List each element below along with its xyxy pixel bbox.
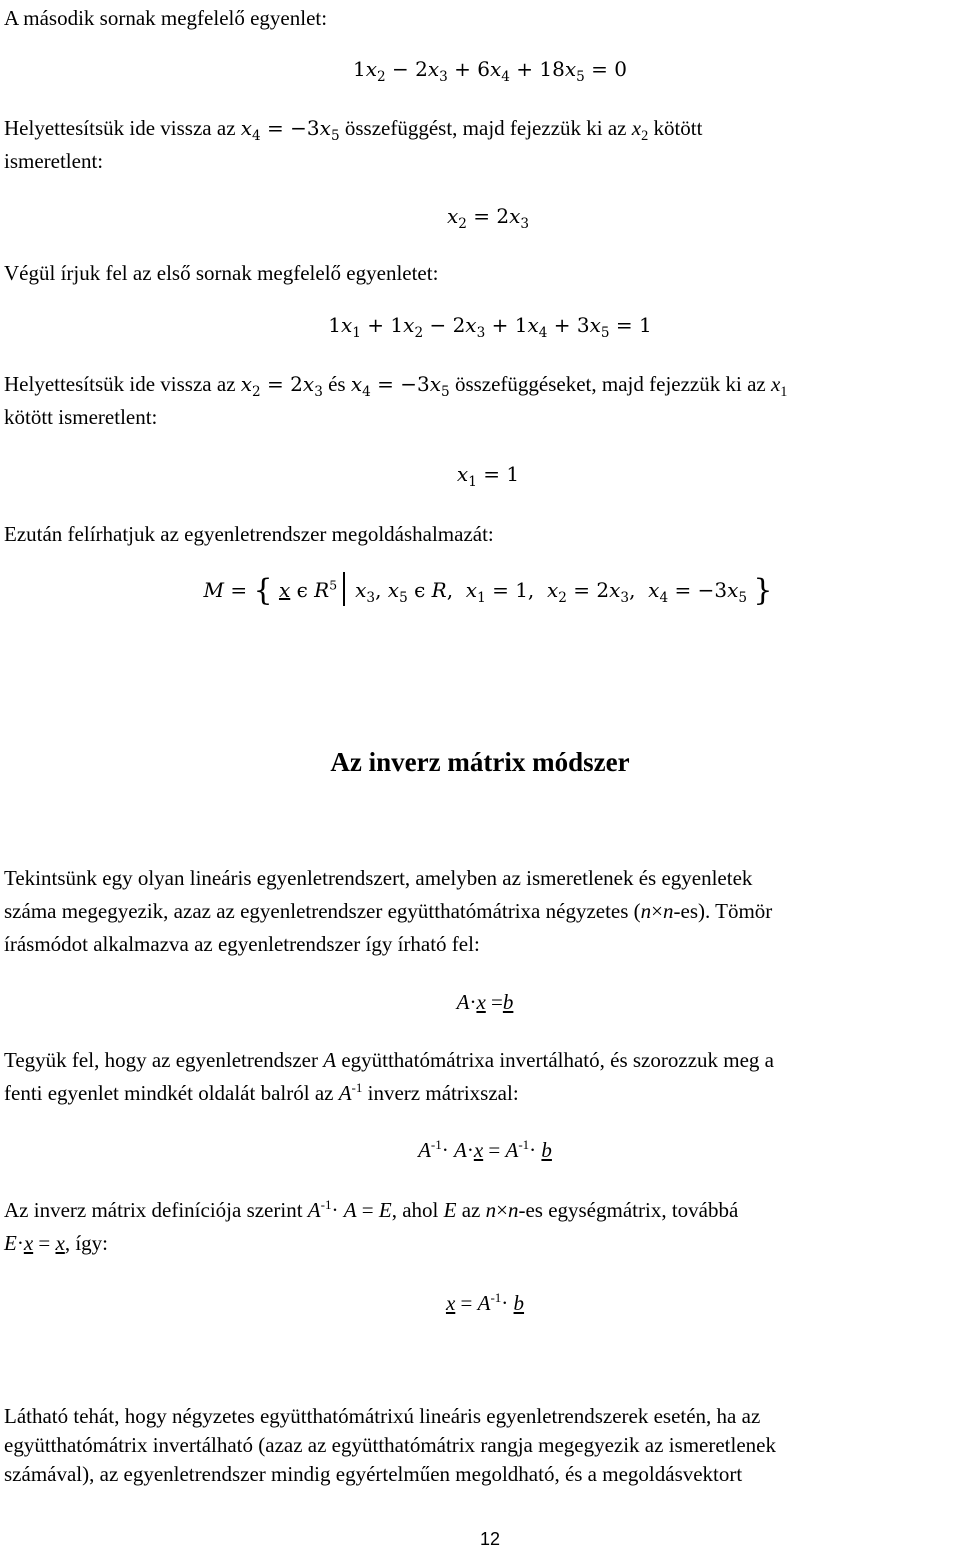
equation-multiplied: $A^{-1}\cdot A\cdot x = A^{-1}\cdot b$ (418, 1137, 552, 1162)
text-substitute-x2-x4: Helyettesítsük ide vissza az $x_2 = 2x_3$ és $x_4 = -3x_5$ összefüggéseket, majd fejezzük ki az $x_1$ kötött ismeretlent: (4, 372, 788, 429)
text-substitute-x4: Helyettesítsük ide vissza az $x_4 = -3x_5$ összefüggést, majd fejezzük ki az $x_2$ kötött ismeretlent: (4, 116, 703, 173)
text-second-row-intro: A második sornak megfelelő egyenlet: (4, 6, 328, 30)
equation-second-row: $1x_2 - 2x_3 + 6x_4 + 18x_5 = 0$ (352, 57, 627, 85)
text-first-row-intro: Végül írjuk fel az első sornak megfelelő egyenletet: (4, 261, 439, 285)
text-solution-set-intro: Ezután felírhatjuk az egyenletrendszer megoldáshalmazát: (4, 522, 494, 546)
text-conclusion: Látható tehát, hogy négyzetes együtthatómátrixú lineáris egyenletrendszerek esetén, ha az együtthatómátrix invertálható (azaz az együtthatómátrix rangja megegyezik az ismeretlenek számával), az egyenletrendszer mindig egyértelműen megoldható, és a megoldásvektort (4, 1404, 776, 1486)
equation-first-row: $1x_1 + 1x_2 - 2x_3 + 1x_4 + 3x_5 = 1$ (328, 313, 652, 341)
page-number: 12 (479, 1529, 501, 1549)
text-inverse-definition: Az inverz mátrix definíciója szerint $A^{-1}\cdot A = E$, ahol E az n×n-es egységmátrix, továbbá E·x = x, így: (4, 1197, 739, 1255)
equation-x1: $x_1 = 1$ (456, 462, 520, 490)
text-inverse-intro: Tekintsünk egy olyan lineáris egyenletrendszert, amelyben az ismeretlenek és egyenletek száma megegyezik, azaz az egyenletrendszer együtthatómátrixa négyzetes (n×n-es). Tömör írásmódot alkalmazva az egyenletrendszer így írható fel: (4, 866, 773, 956)
section-heading: Az inverz mátrix módszer (330, 747, 630, 777)
equation-solution: $x = A^{-1}\cdot b$ (445, 1290, 525, 1315)
text-invertible-assumption: Tegyük fel, hogy az egyenletrendszer A együtthatómátrixa invertálható, és szorozzuk meg a fenti egyenlet mindkét oldalát balról az $A^{-1}$ inverz mátrixszal: (4, 1048, 774, 1105)
equation-solution-set: M = { x ϵ $R^5$ $x_3$, $x_5$ ϵ R, $x_1 = 1$, $x_2 = 2x_3$, $x_4 = -3x_5$ } (203, 573, 773, 608)
equation-x2: $x_2 = 2x_3$ (446, 204, 530, 232)
equation-ax-b: A·x =b (456, 990, 514, 1014)
